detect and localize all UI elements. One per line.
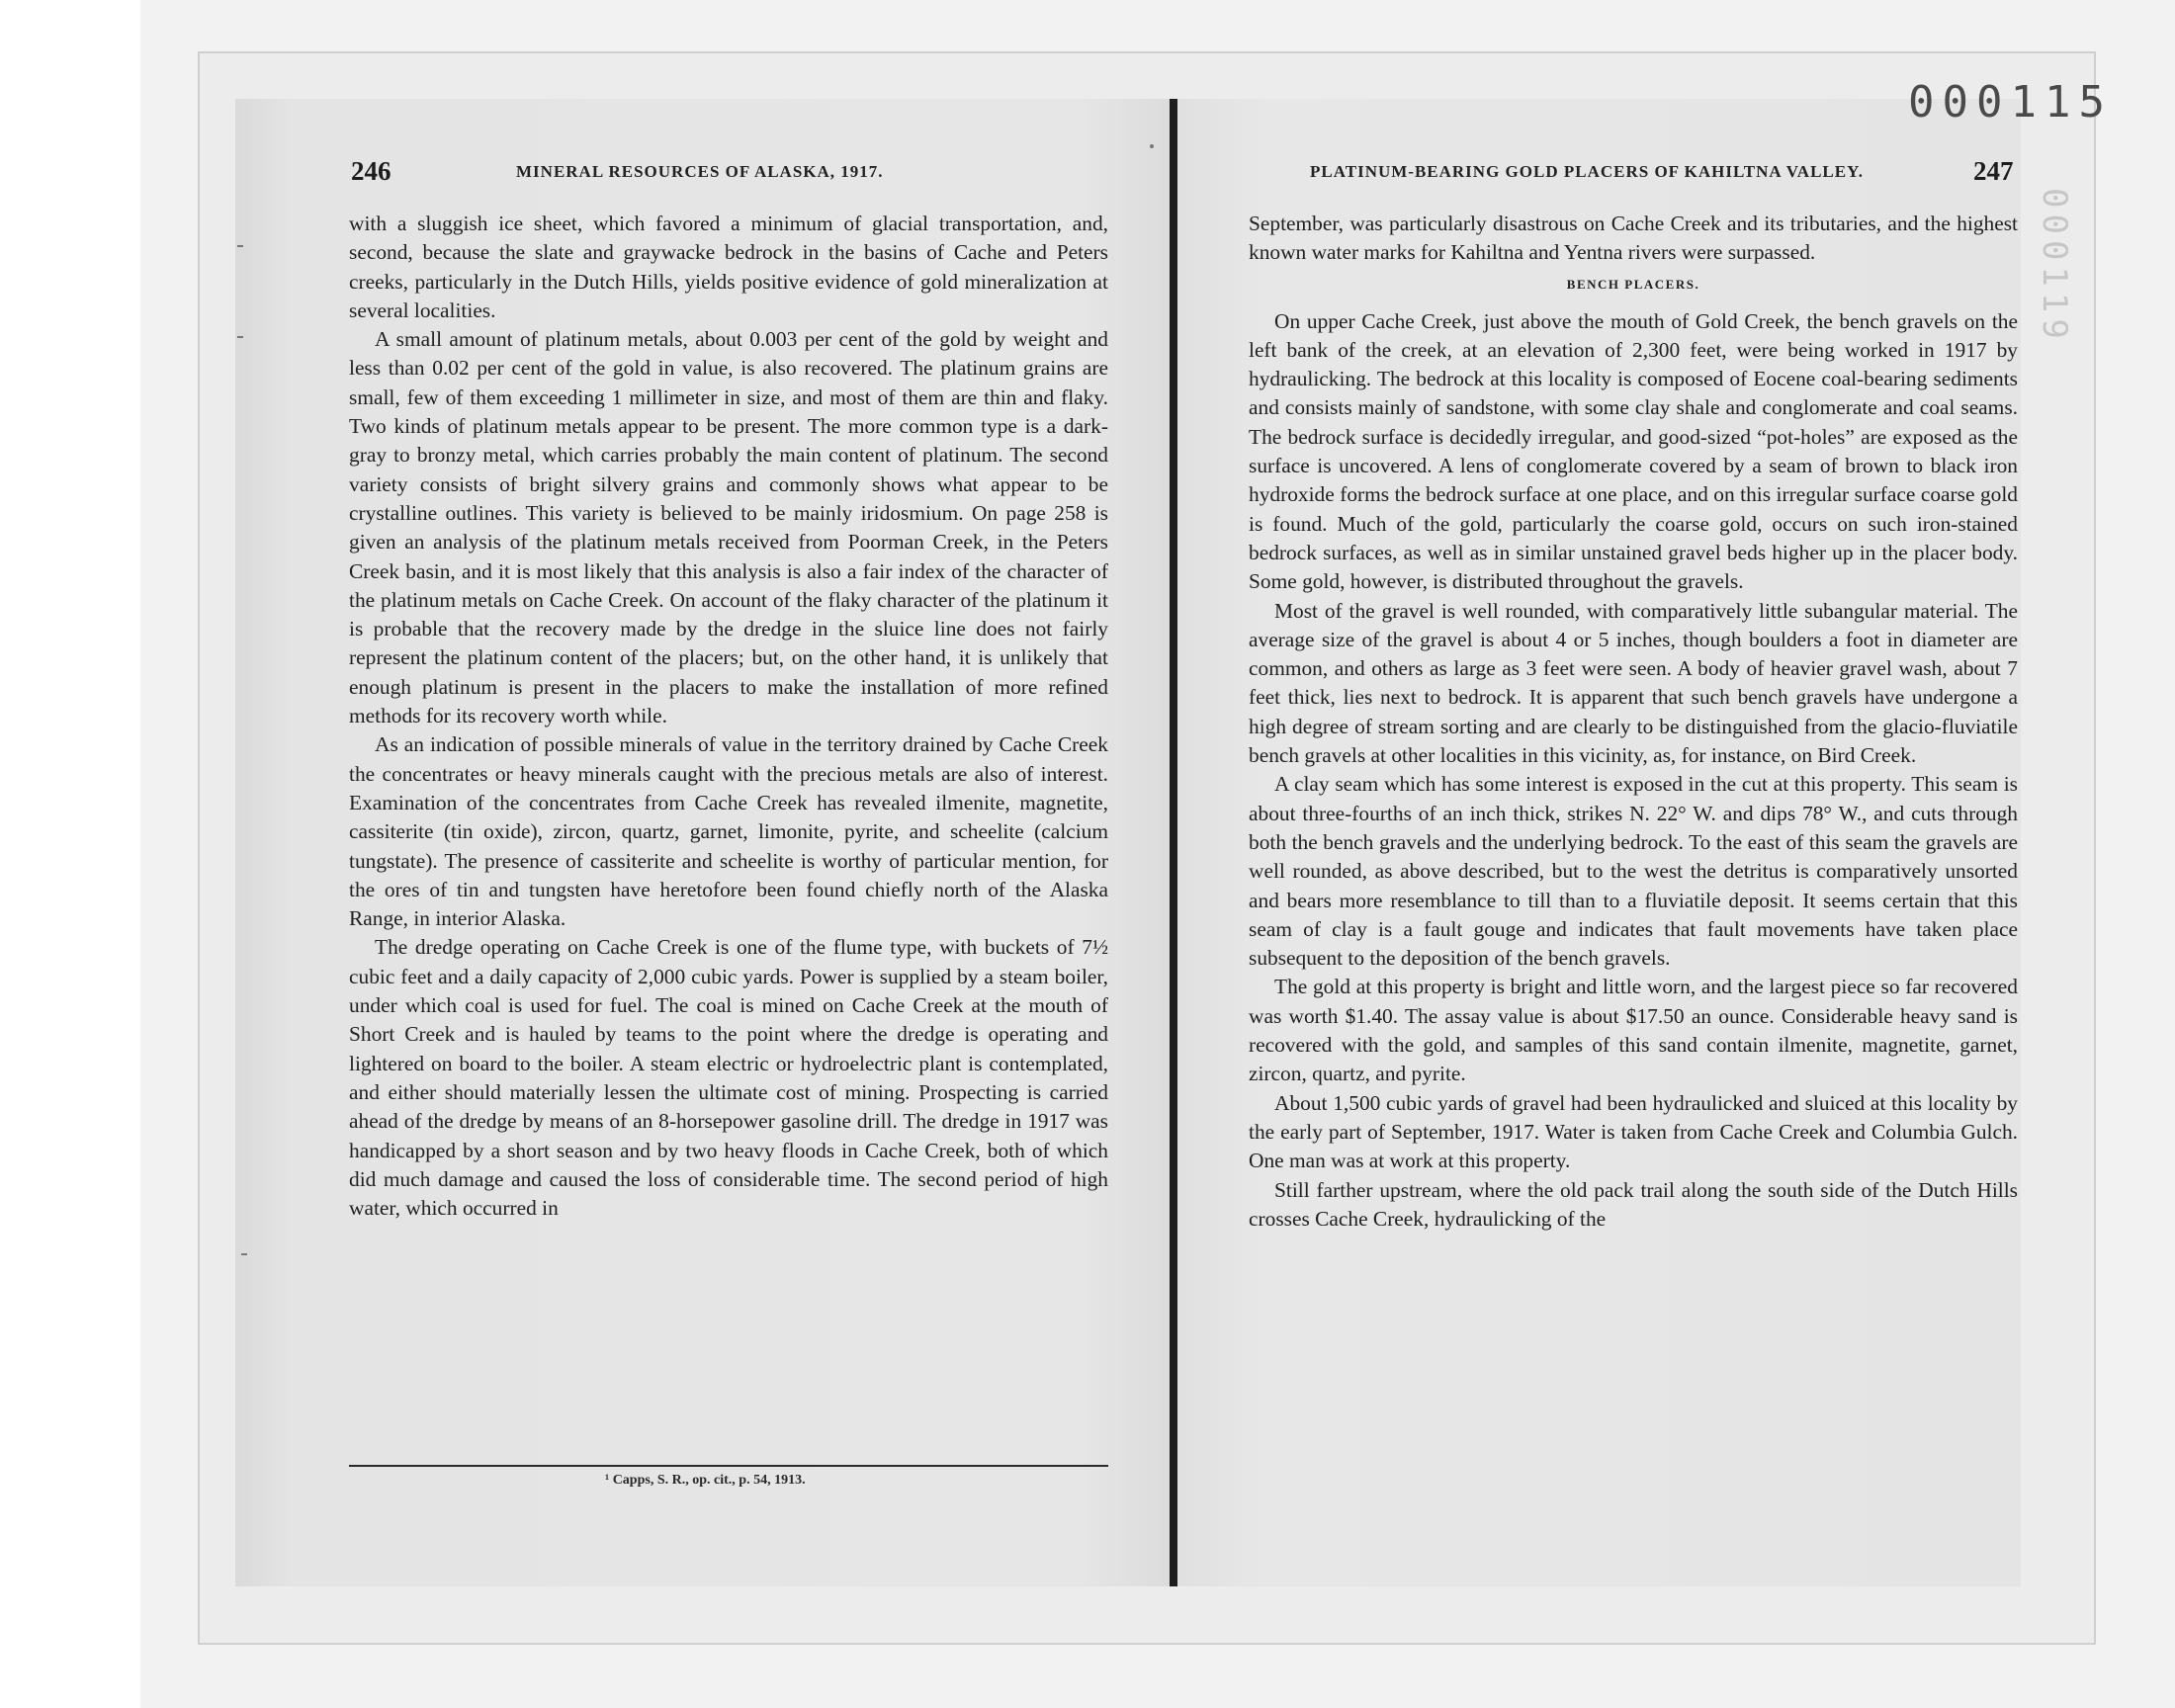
- left-running-head: MINERAL RESOURCES OF ALASKA, 1917.: [516, 162, 884, 181]
- right-page-number: 247: [1973, 156, 2014, 186]
- right-paragraph: Still farther upstream, where the old pack trail along the south side of the Dutch Hills crosses Cache Creek, hydraulicking of the: [1249, 1177, 2018, 1231]
- left-text-column: [349, 210, 1108, 1223]
- faint-archive-stamp: 000119: [2035, 188, 2074, 345]
- right-paragraph: The gold at this property is bright and little worn, and the largest piece so far recovered was worth $1.40. The assay value is about $17.50 an ounce. Considerable heavy sand is recovered with the gold, and samples of this sand contain ilmenite, magnetite, garnet, zircon, quartz, and pyrite.: [1249, 975, 2018, 1086]
- left-paragraph: A small amount of platinum metals, about 0.003 per cent of the gold by weight and less than 0.02 per cent of the gold in value, is also recovered. The platinum grains are small, few of them exceeding 1 millimeter in size, and most of them are thin and flaky. Two kinds of platinum metals appear to be present. The more common type is a dark-gray to bronzy metal, which carries probably the main content of platinum. The second variety consists of bright silvery grains and commonly shows what appear to be crystalline outlines. This variety is believed to be mainly iridosmium. On page 258 is given an analysis of the platinum metals received from Poorman Creek, in the Peters Creek basin, and it is most likely that this analysis is also a fair index of the character of the platinum metals on Cache Creek. On account of the flaky character of the platinum it is probable that the recovery made by the dredge in the sluice line does not fairly represent the platinum content of the placers; but, on the other hand, it is unlikely that enough platinum is present in the placers to make the installation of more refined methods for its recovery worth while.: [349, 327, 1108, 728]
- scan-speck: [1150, 144, 1154, 148]
- scan-speck: [237, 336, 243, 338]
- scanner-margin: [0, 0, 140, 1708]
- right-paragraph: On upper Cache Creek, just above the mouth of Gold Creek, the bench gravels on the left bank of the creek, at an elevation of 2,300 feet, were being worked in 1917 by hydraulicking. The bedrock at this locality is composed of Eocene coal-bearing sediments and consists mainly of sandstone, with some clay shale and conglomerate and coal seams. The bedrock surface is decidedly irregular, and good-sized “pot-holes” are exposed as the surface is uncovered. A lens of conglomerate covered by a seam of brown to black iron hydroxide forms the bedrock surface at one place, and on this irregular surface coarse gold is found. Much of the gold, particularly the coarse gold, occurs on such iron-stained bedrock surfaces, as well as in similar unstained gravel beds higher up in the placer body. Some gold, however, is distributed throughout the gravels.: [1249, 308, 2018, 594]
- left-paragraph: with a sluggish ice sheet, which favored a minimum of glacial transportation, and, second, because the slate and graywacke bedrock in the basins of Cache and Peters creeks, particularly in the Dutch Hills, yields positive evidence of gold mineralization at several localities.: [349, 212, 1108, 322]
- right-running-head: PLATINUM-BEARING GOLD PLACERS OF KAHILTNA VALLEY.: [1310, 162, 1865, 181]
- right-text-column: [1249, 210, 2018, 1234]
- left-paragraph: As an indication of possible minerals of value in the territory drained by Cache Creek the concentrates or heavy minerals caught with the precious metals are also of interest. Examination of the concentrates from Cache Creek has revealed ilmenite, magnetite, cassiterite (tin oxide), zircon, quartz, garnet, limonite, pyrite, and scheelite (calcium tungstate). The presence of cassiterite and scheelite is worthy of particular mention, for the ores of tin and tungsten have heretofore been found chiefly north of the Alaska Range, in interior Alaska.: [349, 732, 1108, 931]
- footnote: ¹ Capps, S. R., op. cit., p. 54, 1913.: [605, 1473, 806, 1488]
- right-paragraph: Most of the gravel is well rounded, with comparatively little subangular material. The average size of the gravel is about 4 or 5 inches, though boulders a foot in diameter are common, and others as large as 3 feet were seen. A body of heavier gravel wash, about 7 feet thick, lies next to bedrock. It is apparent that such bench gravels have undergone a high degree of stream sorting and are clearly to be distinguished from the glacio-fluviatile bench gravels at other localities in this vicinity, as, for instance, on Bird Creek.: [1249, 598, 2018, 768]
- scan-speck: [241, 1253, 247, 1255]
- left-paragraph: The dredge operating on Cache Creek is one of the flume type, with buckets of 7½ cubic feet and a daily capacity of 2,000 cubic yards. Power is supplied by a steam boiler, under which coal is used for fuel. The coal is mined on Cache Creek at the mouth of Short Creek and is hauled by teams to the point where the dredge is operating and lightered on board to the boiler. A steam electric or hydroelectric plant is contemplated, and either should materially lessen the ultimate cost of mining. Prospecting is carried ahead of the dredge by means of an 8-horsepower gasoline drill. The dredge in 1917 was handicapped by a short season and by two heavy floods in Cache Creek, both of which did much damage and caused the loss of considerable time. The second period of high water, which occurred in: [349, 935, 1108, 1221]
- left-page-number: 246: [351, 156, 392, 186]
- scan-speck: [237, 245, 243, 247]
- book-gutter: [1170, 99, 1177, 1586]
- right-opening-paragraph: September, was particularly disastrous on Cache Creek and its tributaries, and the highest known water marks for Kahiltna and Yentna rivers were surpassed.: [1249, 212, 2018, 265]
- right-paragraph: A clay seam which has some interest is exposed in the cut at this property. This seam is about three-fourths of an inch thick, strikes N. 22° W. and dips 78° W., and cuts through both the bench gravels and the underlying bedrock. To the east of this seam the gravels are well rounded, as above described, but to the west the detritus is comparatively unsorted and bears more resemblance to till than to a fluviatile deposit. It seems certain that this seam of clay is a fault gouge and indicates that fault movements have taken place subsequent to the deposition of the bench gravels.: [1249, 772, 2018, 971]
- section-heading: BENCH PLACERS.: [1566, 276, 1700, 292]
- archive-stamp: 000115: [1908, 77, 2113, 128]
- footnote-rule: [349, 1465, 1108, 1467]
- right-paragraph: About 1,500 cubic yards of gravel had been hydraulicked and sluiced at this locality by the early part of September, 1917. Water is taken from Cache Creek and Columbia Gulch. One man was at work at this property.: [1249, 1090, 2018, 1173]
